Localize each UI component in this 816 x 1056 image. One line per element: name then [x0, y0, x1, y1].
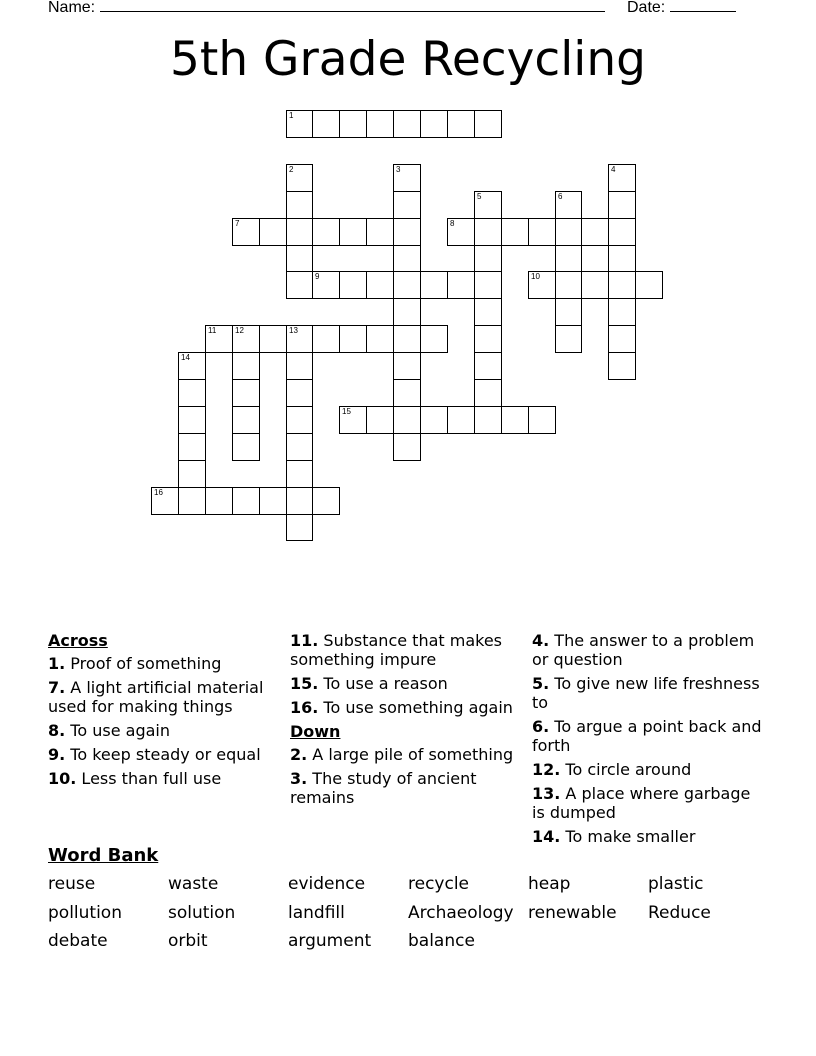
grid-cell[interactable] [555, 298, 582, 326]
clue-item [290, 631, 515, 669]
grid-cell[interactable] [608, 352, 636, 380]
clue-item [532, 784, 764, 822]
clue-item-text: To use again [65, 721, 170, 740]
grid-cell[interactable] [474, 191, 502, 219]
grid-cell[interactable] [501, 406, 529, 434]
clue-item-text: To make smaller [560, 827, 696, 846]
across-heading: Across [48, 631, 108, 650]
clue-item-number: 3. [290, 769, 308, 788]
grid-cell[interactable] [286, 164, 313, 192]
clue-number: 5 [477, 192, 482, 201]
clue-item-text: The study of ancient remains [290, 769, 477, 807]
clue-item [532, 760, 764, 779]
grid-cell[interactable] [420, 271, 448, 299]
grid-cell[interactable] [474, 379, 502, 407]
clue-item-text: Less than full use [76, 769, 222, 788]
clue-item-text: A light artificial material used for making things [48, 678, 264, 716]
clue-number: 12 [235, 326, 244, 335]
grid-cell[interactable] [339, 110, 367, 138]
word-bank-item: solution [168, 903, 236, 923]
clue-item-text: To use something again [318, 698, 513, 717]
word-bank-item: recycle [408, 874, 470, 894]
clue-item [532, 674, 764, 712]
grid-cell[interactable] [312, 110, 340, 138]
clue-item-text: To use a reason [318, 674, 448, 693]
clue-item [290, 769, 515, 807]
grid-cell[interactable] [286, 487, 313, 515]
word-bank-item: renewable [528, 903, 617, 923]
grid-cell[interactable] [259, 325, 287, 353]
clue-item-number: 9. [48, 745, 66, 764]
clue-item [48, 769, 273, 788]
grid-cell[interactable] [178, 379, 206, 407]
grid-cell[interactable] [151, 487, 179, 515]
clue-number: 3 [396, 165, 401, 174]
grid-cell[interactable] [393, 271, 421, 299]
clue-item-number: 8. [48, 721, 66, 740]
clue-number: 15 [342, 407, 351, 416]
grid-cell[interactable] [312, 325, 340, 353]
clue-item-number: 13. [532, 784, 561, 803]
grid-cell[interactable] [474, 298, 502, 326]
grid-cell[interactable] [286, 218, 313, 246]
clue-number: 8 [450, 219, 455, 228]
clue-item-number: 2. [290, 745, 308, 764]
grid-cell[interactable] [608, 164, 636, 192]
clue-number: 9 [315, 272, 320, 281]
grid-cell[interactable] [528, 271, 556, 299]
grid-cell[interactable] [286, 352, 313, 380]
grid-cell[interactable] [178, 433, 206, 461]
grid-cell[interactable] [178, 406, 206, 434]
word-bank-item: Reduce [648, 903, 711, 923]
word-bank-title: Word Bank [48, 845, 159, 866]
grid-cell[interactable] [286, 379, 313, 407]
grid-cell[interactable] [393, 406, 421, 434]
grid-cell[interactable] [232, 325, 260, 353]
word-bank-item: debate [48, 931, 108, 951]
clue-item-number: 14. [532, 827, 561, 846]
clue-item [48, 745, 273, 764]
clue-number: 2 [289, 165, 294, 174]
word-bank-item: reuse [48, 874, 96, 894]
grid-cell[interactable] [232, 406, 260, 434]
word-bank-item: argument [288, 931, 372, 951]
clue-item-text: To give new life freshness to [532, 674, 760, 712]
clue-item-number: 11. [290, 631, 319, 650]
grid-cell[interactable] [339, 325, 367, 353]
word-bank-item: balance [408, 931, 475, 951]
grid-cell[interactable] [447, 218, 475, 246]
grid-cell[interactable] [474, 352, 502, 380]
grid-cell[interactable] [420, 325, 448, 353]
grid-cell[interactable] [474, 218, 502, 246]
clue-item [532, 827, 764, 846]
word-bank-item: landfill [288, 903, 345, 923]
grid-cell[interactable] [555, 245, 582, 272]
clues-column-3 [532, 631, 764, 851]
grid-cell[interactable] [366, 218, 394, 246]
grid-cell[interactable] [286, 325, 313, 353]
grid-cell[interactable] [447, 406, 475, 434]
grid-cell[interactable] [339, 271, 367, 299]
grid-cell[interactable] [366, 110, 394, 138]
clue-number: 11 [208, 326, 217, 335]
grid-cell[interactable] [259, 487, 287, 515]
word-bank-item: orbit [168, 931, 208, 951]
grid-cell[interactable] [608, 325, 636, 353]
clue-item-text: A large pile of something [307, 745, 514, 764]
clues-column-1 [48, 631, 273, 793]
clue-number: 14 [181, 353, 190, 362]
word-bank-item: pollution [48, 903, 122, 923]
clue-number: 1 [289, 111, 294, 120]
clue-item-number: 4. [532, 631, 550, 650]
grid-cell[interactable] [178, 460, 206, 488]
grid-cell[interactable] [178, 487, 206, 515]
grid-cell[interactable] [366, 325, 394, 353]
grid-cell[interactable] [474, 406, 502, 434]
grid-cell[interactable] [286, 110, 313, 138]
clue-item [48, 678, 273, 716]
clue-item [532, 717, 764, 755]
grid-cell[interactable] [393, 164, 421, 192]
grid-cell[interactable] [286, 514, 313, 541]
grid-cell[interactable] [393, 298, 421, 326]
grid-cell[interactable] [555, 325, 582, 353]
clue-item-text: To circle around [560, 760, 692, 779]
grid-cell[interactable] [205, 325, 233, 353]
clue-item [48, 654, 273, 673]
grid-cell[interactable] [635, 271, 663, 299]
grid-cell[interactable] [393, 110, 421, 138]
grid-cell[interactable] [555, 218, 582, 246]
down-heading: Down [290, 722, 341, 741]
grid-cell[interactable] [286, 245, 313, 272]
clue-number: 10 [531, 272, 540, 281]
clue-item-text: The answer to a problem or question [532, 631, 755, 669]
clue-item-text: Substance that makes something impure [290, 631, 503, 669]
name-label: Name: [48, 0, 96, 16]
grid-cell[interactable] [205, 487, 233, 515]
clue-item-number: 15. [290, 674, 319, 693]
grid-cell[interactable] [232, 433, 260, 461]
grid-cell[interactable] [608, 271, 636, 299]
clue-item-text: To keep steady or equal [65, 745, 261, 764]
grid-cell[interactable] [555, 271, 582, 299]
grid-cell[interactable] [286, 460, 313, 488]
clue-item-number: 6. [532, 717, 550, 736]
grid-cell[interactable] [581, 271, 609, 299]
clue-item-text: To argue a point back and forth [532, 717, 762, 755]
clue-number: 16 [154, 488, 163, 497]
grid-cell[interactable] [232, 352, 260, 380]
grid-cell[interactable] [339, 406, 367, 434]
clue-item-number: 5. [532, 674, 550, 693]
grid-cell[interactable] [312, 218, 340, 246]
grid-cell[interactable] [366, 406, 394, 434]
page-title: 5th Grade Recycling [170, 32, 646, 87]
grid-cell[interactable] [474, 110, 502, 138]
clue-item-number: 1. [48, 654, 66, 673]
grid-cell[interactable] [608, 245, 636, 272]
grid-cell[interactable] [366, 271, 394, 299]
clue-number: 4 [611, 165, 616, 174]
word-bank-item: plastic [648, 874, 704, 894]
grid-cell[interactable] [393, 352, 421, 380]
clue-number: 7 [235, 219, 240, 228]
grid-cell[interactable] [286, 271, 313, 299]
grid-cell[interactable] [528, 406, 556, 434]
grid-cell[interactable] [232, 487, 260, 515]
clue-item-text: A place where garbage is dumped [532, 784, 751, 822]
grid-cell[interactable] [474, 245, 502, 272]
grid-cell[interactable] [555, 191, 582, 219]
grid-cell[interactable] [420, 110, 448, 138]
grid-cell[interactable] [312, 487, 340, 515]
grid-cell[interactable] [312, 271, 340, 299]
clue-item-number: 12. [532, 760, 561, 779]
grid-cell[interactable] [608, 218, 636, 246]
clue-number: 13 [289, 326, 298, 335]
grid-cell[interactable] [393, 325, 421, 353]
grid-cell[interactable] [393, 218, 421, 246]
grid-cell[interactable] [232, 218, 260, 246]
clue-item-text: Proof of something [65, 654, 222, 673]
grid-cell[interactable] [474, 271, 502, 299]
grid-cell[interactable] [528, 218, 556, 246]
grid-cell[interactable] [501, 218, 529, 246]
word-bank-item: Archaeology [408, 903, 514, 923]
clue-item [290, 745, 515, 764]
clues-column-2 [290, 631, 515, 812]
clue-item [290, 674, 515, 693]
grid-cell[interactable] [393, 379, 421, 407]
word-bank-item: evidence [288, 874, 366, 894]
clue-item [48, 721, 273, 740]
grid-cell[interactable] [286, 433, 313, 461]
grid-cell[interactable] [447, 271, 475, 299]
word-bank-item: heap [528, 874, 571, 894]
grid-cell[interactable] [393, 191, 421, 219]
clue-item-number: 10. [48, 769, 77, 788]
grid-cell[interactable] [339, 218, 367, 246]
date-label: Date: [627, 0, 666, 16]
grid-cell[interactable] [232, 379, 260, 407]
clue-item [290, 698, 515, 717]
clue-item-number: 16. [290, 698, 319, 717]
grid-cell[interactable] [420, 406, 448, 434]
clue-item [532, 631, 764, 669]
word-bank-item: waste [168, 874, 219, 894]
grid-cell[interactable] [608, 298, 636, 326]
grid-cell[interactable] [581, 218, 609, 246]
grid-cell[interactable] [259, 218, 287, 246]
grid-cell[interactable] [474, 325, 502, 353]
clue-number: 6 [558, 192, 563, 201]
grid-cell[interactable] [393, 245, 421, 272]
grid-cell[interactable] [178, 352, 206, 380]
clue-item-number: 7. [48, 678, 66, 697]
grid-cell[interactable] [393, 433, 421, 461]
grid-cell[interactable] [447, 110, 475, 138]
grid-cell[interactable] [286, 191, 313, 219]
grid-cell[interactable] [608, 191, 636, 219]
grid-cell[interactable] [286, 406, 313, 434]
